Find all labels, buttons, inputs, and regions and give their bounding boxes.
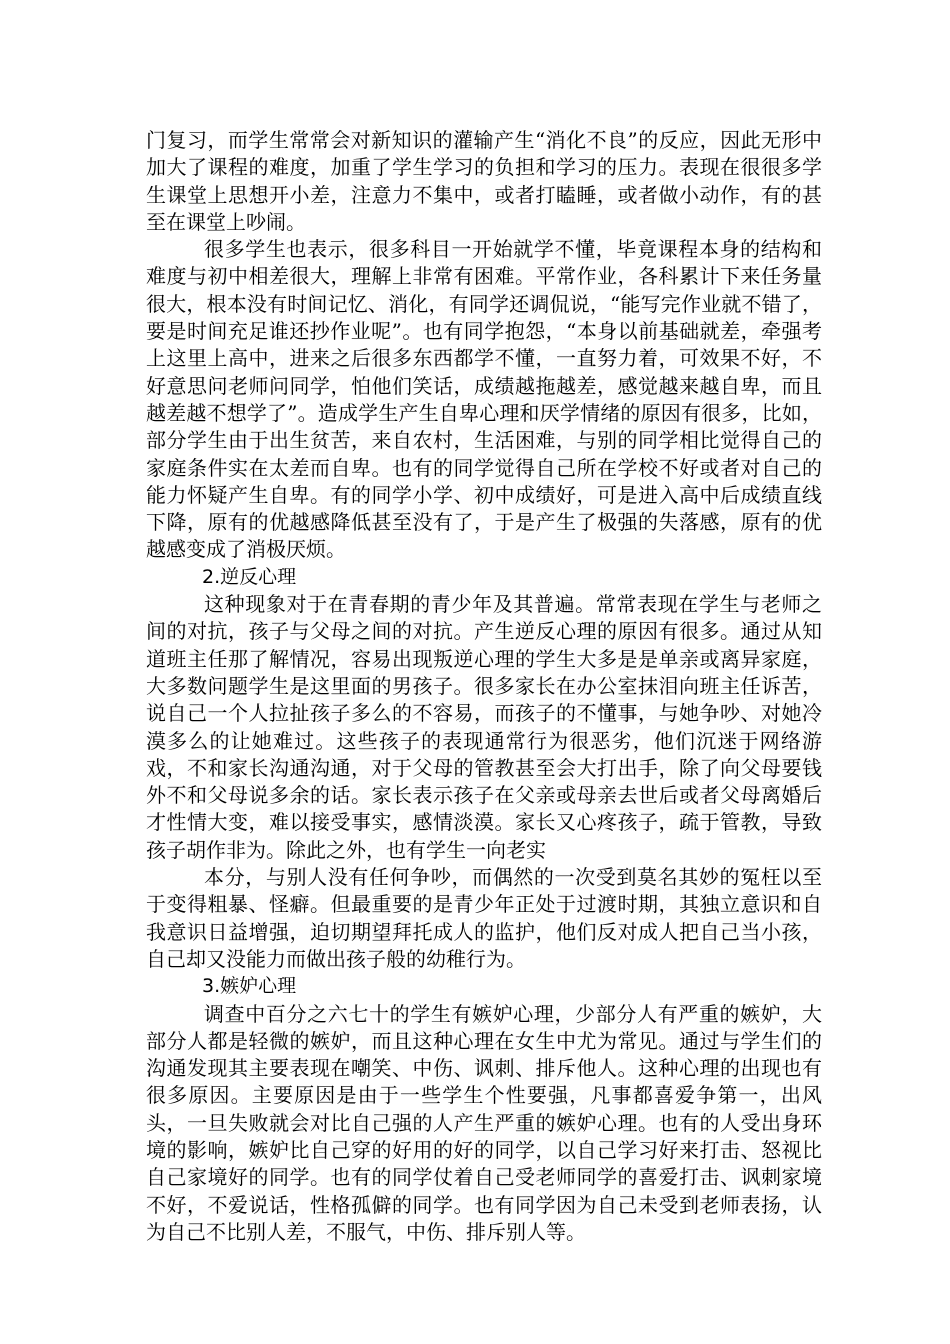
- section-heading-jealousy: 3.嫉妒心理: [202, 975, 297, 998]
- paragraph-inferiority-reasons: 很多学生也表示，很多科目一开始就学不懂，毕竟课程本身的结构和难度与初中相差很大，理解上非常有困难。平常作业，各科累计下来任务量很大，根本没有时间记忆、消化，有同学还调侃说，“能写完作业就不错了，要是时间充足谁还抄作业呢”。也有同学抱怨，“本身以前基础就差，牵强考上这里上高中，进来之后很多东西都学不懂，一直努力着，可效果不好，不好意思问老师问同学，怕他们笑话，成绩越拖越差，感觉越来越自卑，而且越差越不想学了”。造成学生产生自卑心理和厌学情绪的原因有很多，比如，部分学生由于出生贫苦，来自农村，生活困难，与别的同学相比觉得自己的家庭条件实在太差而自卑。也有的同学觉得自己所在学校不好或者对自己的能力怀疑产生自卑。有的同学小学、初中成绩好，可是进入高中后成绩直线下降，原有的优越感降低甚至没有了，于是产生了极强的失落感，原有的优越感变成了消极厌烦。: [146, 237, 822, 562]
- paragraph-rebellious-continued: 本分，与别人没有任何争吵，而偶然的一次受到莫名其妙的冤枉以至于变得粗暴、怪癖。但最重要的是青少年正处于过渡时期，其独立意识和自我意识日益增强，迫切期望拜托成人的监护，他们反对成人把自己当小孩，自己却又没能力而做出孩子般的幼稚行为。: [146, 865, 822, 971]
- document-body: [146, 127, 822, 1246]
- paragraph-continuation: 门复习，而学生常常会对新知识的灌输产生“消化不良”的反应，因此无形中加大了课程的难度，加重了学生学习的负担和学习的压力。表现在很很多学生课堂上思想开小差，注意力不集中，或者打瞌睡，或者做小动作，有的甚至在课堂上吵闹。: [146, 128, 822, 234]
- paragraph-jealousy-description: 调查中百分之六七十的学生有嫉妒心理，少部分人有严重的嫉妒，大部分人都是轻微的嫉妒，而且这种心理在女生中尤为常见。通过与学生们的沟通发现其主要表现在嘲笑、中伤、讽刺、排斥他人。这种心理的出现也有很多原因。主要原因是由于一些学生个性要强，凡事都喜爱争第一，出风头，一旦失败就会对比自己强的人产生严重的嫉妒心理。也有的人受出身环境的影响，嫉妒比自己穿的好用的好的同学，以自己学习好来打击、怒视比自己家境好的同学。也有的同学仗着自己受老师同学的喜爱打击、讽刺家境不好，不爱说话，性格孤僻的同学。也有同学因为自己未受到老师表扬，认为自己不比别人差，不服气，中伤、排斥别人等。: [146, 1001, 822, 1244]
- section-heading-rebellious: 2.逆反心理: [202, 565, 297, 588]
- paragraph-rebellious-description: 这种现象对于在青春期的青少年及其普遍。常常表现在学生与老师之间的对抗，孩子与父母之间的对抗。产生逆反心理的原因有很多。通过从知道班主任那了解情况，容易出现叛逆心理的学生大多是是单亲或离异家庭，大多数问题学生是这里面的男孩子。很多家长在办公室抹泪向班主任诉苦，说自己一个人拉扯孩子多么的不容易，而孩子的不懂事，与她争吵、对她冷漠多么的让她难过。这些孩子的表现通常行为很恶劣，他们沉迷于网络游戏，不和家长沟通沟通，对于父母的管教甚至会大打出手，除了向父母要钱外不和父母说多余的话。家长表示孩子在父亲或母亲去世后或者父母离婚后才性情大变，难以接受事实，感情淡漠。家长又心疼孩子，疏于管教，导致孩子胡作非为。除此之外，也有学生一向老实: [146, 592, 822, 862]
